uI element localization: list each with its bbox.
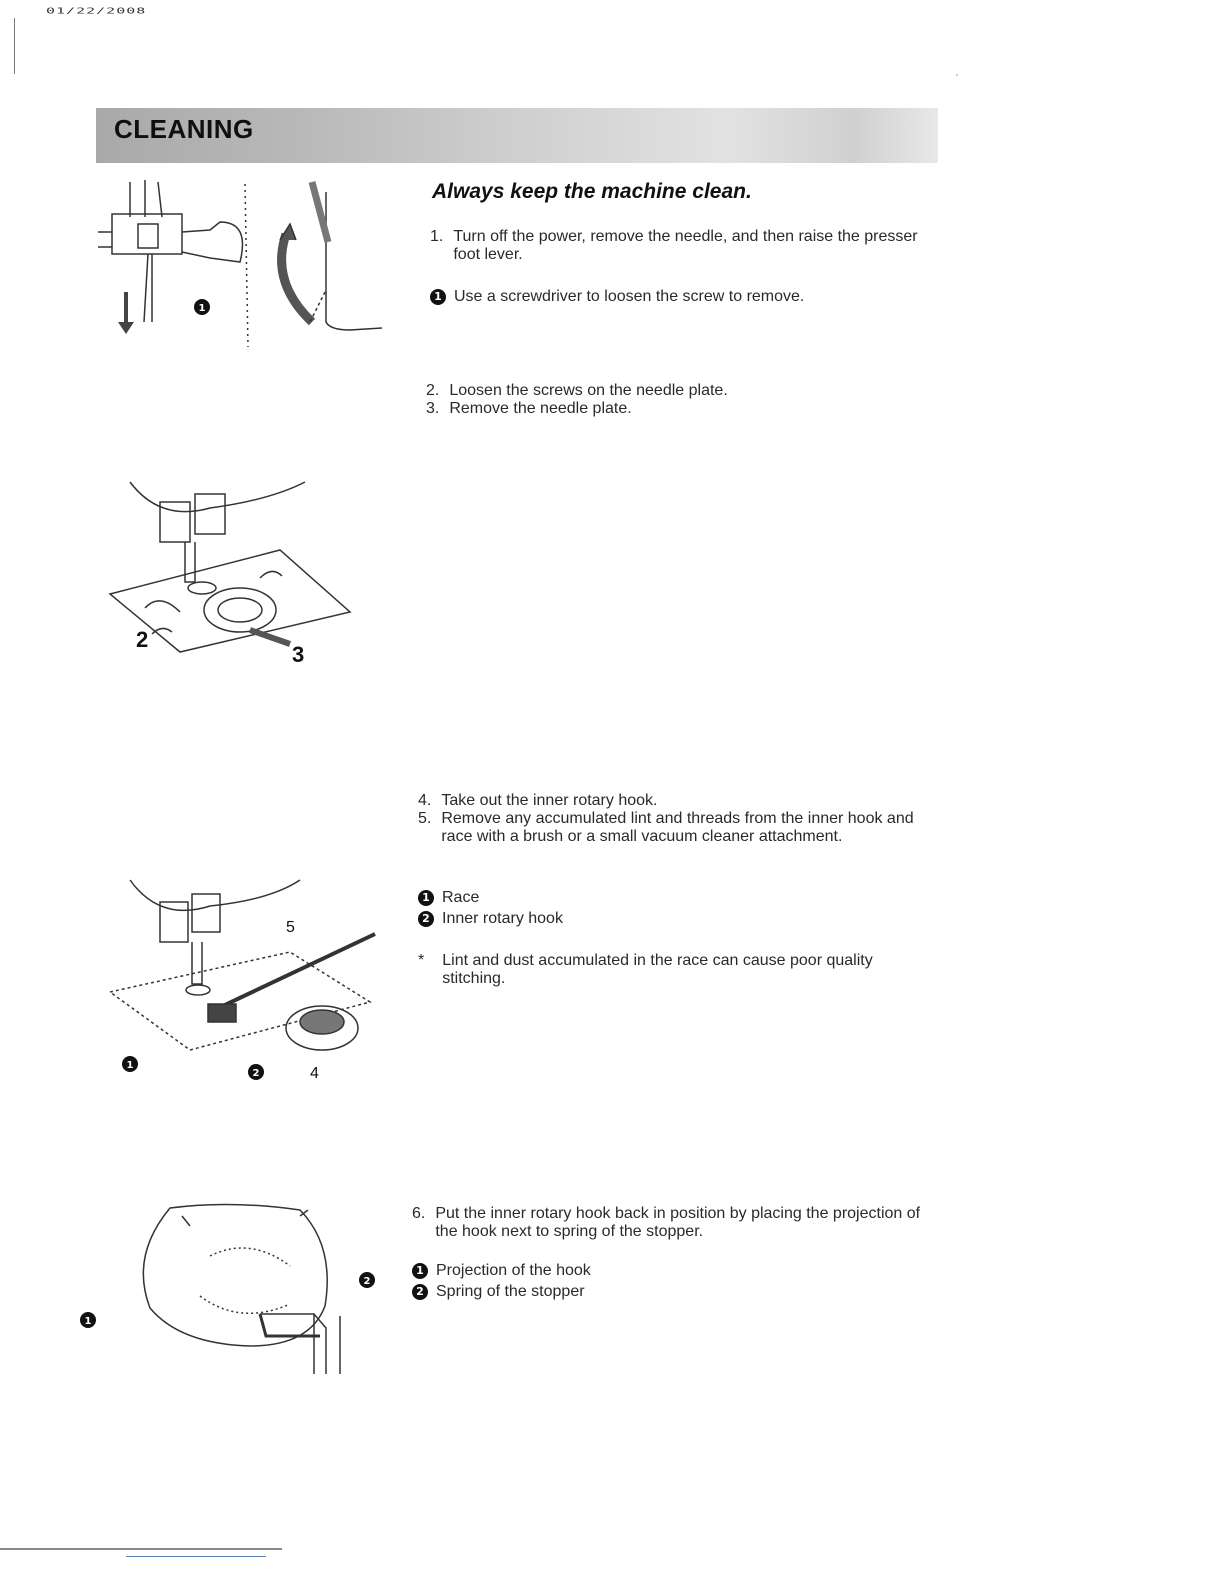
step-number: 3. (426, 400, 440, 417)
callout-badge-icon: 2 (412, 1284, 428, 1300)
steps-2-3 (426, 382, 936, 418)
fig3-callout-1: 1 (126, 1060, 134, 1071)
callout-badge-icon: 2 (418, 911, 434, 927)
fig4-callout-2: 2 (363, 1276, 371, 1287)
step-text: Turn off the power, remove the needle, and then raise the presser foot lever. (453, 228, 918, 263)
note-star (418, 952, 928, 988)
step-6 (412, 1205, 922, 1241)
legend-text: Race (442, 889, 480, 906)
figure-needle-plate (90, 462, 390, 672)
fig3-label-4: 4 (310, 1065, 319, 1082)
page-title: CLEANING (114, 114, 254, 144)
section-heading: Always keep the machine clean. (432, 180, 752, 203)
callout-badge-icon: 1 (430, 289, 446, 305)
fig2-label-2: 2 (136, 627, 149, 652)
legend-section-3 (418, 889, 918, 928)
scan-speck (956, 74, 958, 76)
step-number: 2. (426, 382, 440, 399)
step-number: 1. (430, 228, 444, 245)
step-number: 4. (418, 792, 432, 809)
bottom-rule (0, 1548, 282, 1550)
margin-line (14, 18, 15, 74)
fig4-callout-1: 1 (84, 1316, 92, 1327)
bottom-link-rule (126, 1556, 266, 1557)
fig3-callout-2: 2 (252, 1068, 260, 1079)
step-1 (430, 228, 940, 264)
step-text: Remove any accumulated lint and threads from the inner hook and race with a brush or a small vacuum cleaner attachment. (441, 810, 914, 845)
asterisk: * (418, 952, 425, 969)
figure-rotary-hook (70, 1196, 390, 1386)
step-text: Loosen the screws on the needle plate. (449, 382, 728, 399)
note-text: Lint and dust accumulated in the race can cause poor quality stitching. (442, 952, 873, 987)
fig2-label-3: 3 (292, 642, 305, 667)
step-text: Remove the needle plate. (449, 400, 632, 417)
note-text: Use a screwdriver to loosen the screw to remove. (454, 288, 805, 305)
fig3-label-5: 5 (286, 919, 295, 936)
step-text: Put the inner rotary hook back in position by placing the projection of the hook next to spring of the stopper. (435, 1205, 921, 1240)
date-stamp: 01/22/2008 (46, 6, 147, 16)
callout-badge-icon: 1 (412, 1263, 428, 1279)
step-number: 5. (418, 810, 432, 827)
step-text: Take out the inner rotary hook. (441, 792, 658, 809)
fig1-callout-text: 1 (198, 303, 206, 314)
figure-needle-removal (90, 172, 400, 362)
legend-text: Spring of the stopper (436, 1283, 585, 1300)
legend-section-4 (412, 1262, 912, 1301)
callout-badge-icon: 1 (418, 890, 434, 906)
note-1 (430, 288, 940, 306)
legend-text: Projection of the hook (436, 1262, 591, 1279)
step-number: 6. (412, 1205, 426, 1222)
steps-4-5 (418, 792, 928, 846)
legend-text: Inner rotary hook (442, 910, 563, 927)
figure-brush-race (90, 872, 390, 1087)
